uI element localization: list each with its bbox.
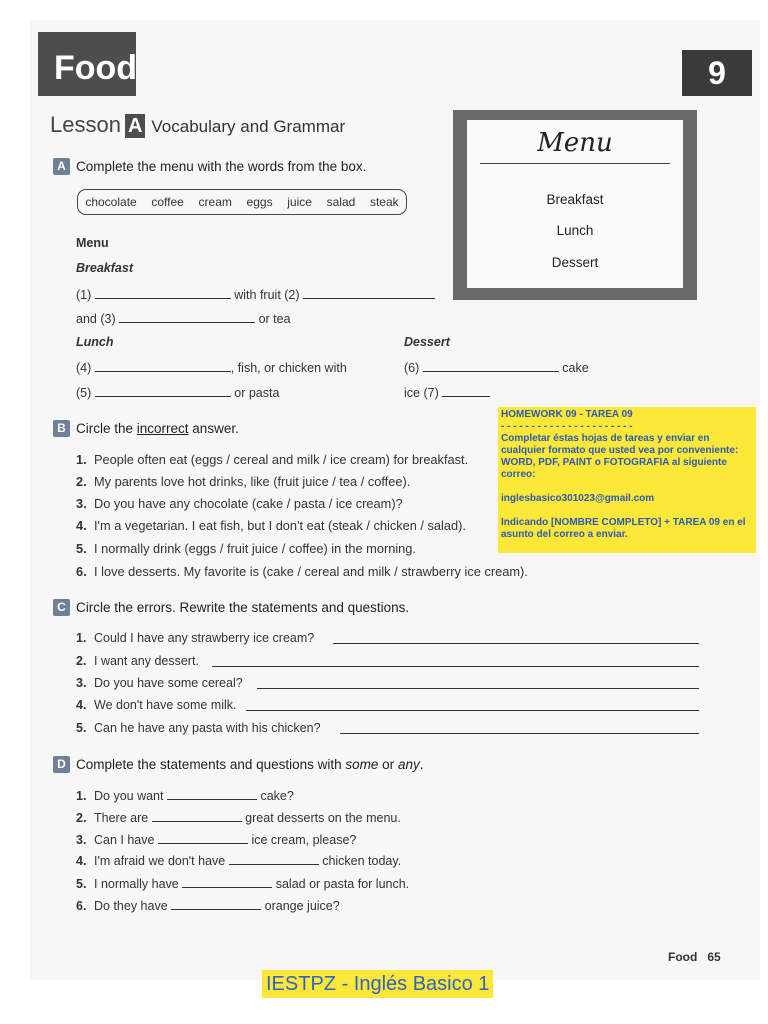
answer-blank[interactable]: [171, 898, 261, 910]
question-row: [76, 676, 243, 690]
breakfast-label: Breakfast: [76, 261, 133, 275]
answer-line[interactable]: [333, 643, 699, 644]
question-number: 4.: [76, 518, 87, 533]
question-text-start: There are: [94, 811, 149, 825]
lesson-subtitle: Vocabulary and Grammar: [151, 117, 346, 136]
lesson-letter-badge: A: [125, 114, 145, 138]
answer-blank[interactable]: [158, 832, 248, 844]
question-number: 2.: [76, 811, 87, 825]
question-number: 2.: [76, 654, 87, 668]
word-box-item: salad: [326, 195, 356, 209]
blank-3-number: and (3): [76, 312, 116, 326]
homework-title: HOMEWORK 09 - TAREA 09: [501, 409, 633, 420]
blank-line-3: [76, 311, 291, 326]
question-number: 3.: [76, 496, 87, 511]
question-number: 5.: [76, 721, 87, 735]
answer-blank[interactable]: [229, 853, 319, 865]
question-text-end: chicken today.: [322, 854, 402, 868]
blank-6-text: cake: [562, 361, 589, 375]
question-row: [76, 876, 409, 891]
question-row: [76, 541, 416, 556]
question-row: [76, 721, 321, 735]
question-text: My parents love hot drinks, like (fruit juice / tea / coffee).: [94, 474, 411, 489]
question-row: [76, 810, 401, 825]
question-number: 5.: [76, 877, 87, 891]
blank-6-number: (6): [404, 361, 420, 375]
section-a-instruction: Complete the menu with the words from the box.: [76, 159, 367, 174]
lunch-label: Lunch: [76, 335, 114, 349]
blank-5-text: or pasta: [234, 386, 280, 400]
answer-line[interactable]: [212, 666, 699, 667]
blank-6-field[interactable]: [423, 360, 559, 372]
question-text: I normally drink (eggs / fruit juice / coffee) in the morning.: [94, 541, 416, 556]
section-d-or: or: [378, 757, 398, 772]
unit-title-banner: [38, 32, 136, 96]
page-footer: [668, 950, 721, 964]
question-number: 2.: [76, 474, 87, 489]
blank-4-number: (4): [76, 361, 92, 375]
question-text-start: I normally have: [94, 877, 179, 891]
answer-blank[interactable]: [152, 810, 242, 822]
homework-spacer: [501, 481, 753, 493]
blank-line-4: [76, 360, 347, 375]
question-row: [76, 452, 468, 467]
dessert-label: Dessert: [404, 335, 450, 349]
question-text: I want any dessert.: [94, 654, 199, 668]
menu-card-item: Dessert: [551, 255, 599, 270]
question-text: People often eat (eggs / cereal and milk / ice cream) for breakfast.: [94, 452, 469, 467]
blank-3-field[interactable]: [119, 311, 255, 323]
word-box: [77, 189, 407, 215]
question-text-end: orange juice?: [264, 899, 340, 913]
word-box-item: juice: [287, 195, 312, 209]
blank-4-field[interactable]: [95, 360, 231, 372]
footer-section: Food: [668, 950, 698, 964]
question-number: 4.: [76, 698, 87, 712]
question-row: [76, 654, 199, 668]
blank-1-number: (1): [76, 288, 92, 302]
blank-2-field[interactable]: [303, 287, 435, 299]
section-d-some: some: [345, 757, 379, 772]
section-c-heading: [53, 599, 409, 616]
blank-line-5: [76, 385, 279, 400]
question-row: [76, 898, 340, 913]
question-text-start: I'm afraid we don't have: [94, 854, 226, 868]
question-text: Do you have any chocolate (cake / pasta / ice cream)?: [94, 496, 403, 511]
question-text-end: ice cream, please?: [251, 833, 357, 847]
section-c-instruction: Circle the errors. Rewrite the statements and questions.: [76, 600, 410, 615]
menu-card-divider: [480, 163, 670, 164]
blank-line-6: [404, 360, 589, 375]
question-text-end: cake?: [260, 789, 294, 803]
homework-divider: - - - - - - - - - - - - - - - - - - - - - -: [501, 421, 633, 432]
section-b-instruction-post: answer.: [188, 421, 239, 436]
homework-note: [498, 407, 756, 553]
word-box-item: cream: [198, 195, 232, 209]
section-d-heading: [53, 756, 423, 773]
blank-4-text: , fish, or chicken with: [230, 361, 347, 375]
section-d-any: any: [397, 757, 420, 772]
homework-email: inglesbasico301023@gmail.com: [501, 493, 655, 504]
question-text-start: Do they have: [94, 899, 168, 913]
word-box-item: eggs: [246, 195, 273, 209]
course-caption: IESTPZ - Inglés Basico 1: [262, 970, 493, 998]
word-box-item: steak: [369, 195, 399, 209]
question-number: 1.: [76, 452, 87, 467]
answer-blank[interactable]: [182, 876, 272, 888]
question-number: 6.: [76, 564, 87, 579]
section-c-letter: C: [53, 599, 70, 616]
question-text-end: salad or pasta for lunch.: [275, 877, 410, 891]
blank-1-field[interactable]: [95, 287, 231, 299]
blank-7-number: ice (7): [404, 386, 439, 400]
answer-line[interactable]: [340, 733, 699, 734]
menu-card-title: Menu: [537, 128, 613, 158]
answer-line[interactable]: [246, 710, 699, 711]
question-row: [76, 832, 356, 847]
question-row: [76, 698, 237, 712]
section-b-instruction-pre: Circle the: [76, 421, 137, 436]
question-text: Could I have any strawberry ice cream?: [94, 631, 315, 645]
homework-instruction: Indicando [NOMBRE COMPLETO] + TAREA 09 en el asunto del correo a enviar.: [501, 517, 749, 540]
unit-number-badge: 9: [682, 50, 752, 96]
section-b-heading: [53, 420, 239, 437]
question-number: 3.: [76, 833, 87, 847]
homework-spacer: [501, 505, 753, 517]
question-row: [76, 631, 314, 645]
question-text-start: Can I have: [94, 833, 155, 847]
blank-line-1: [76, 287, 435, 302]
homework-body: Completar éstas hojas de tareas y enviar en cualquier formato que usted vea por conveniente: WORD, PDF, PAINT o FOTOGRAFIA al siguiente correo:: [501, 433, 742, 480]
section-b-letter: B: [53, 420, 70, 437]
section-d-end: .: [419, 757, 424, 772]
section-a-letter: A: [53, 158, 70, 175]
question-number: 3.: [76, 676, 87, 690]
question-row: [76, 853, 401, 868]
section-d-instruction-pre: Complete the statements and questions with: [76, 757, 346, 772]
question-text: I love desserts. My favorite is (cake / cereal and milk / strawberry ice cream).: [94, 564, 528, 579]
question-text: Can he have any pasta with his chicken?: [94, 721, 321, 735]
lesson-word: Lesson: [50, 112, 121, 137]
blank-7-field[interactable]: [442, 385, 490, 397]
question-number: 1.: [76, 631, 87, 645]
menu-card-item: Breakfast: [546, 192, 604, 207]
question-row: [76, 788, 294, 803]
question-text: We don't have some milk.: [94, 698, 237, 712]
answer-line[interactable]: [257, 688, 699, 689]
blank-3-text: or tea: [258, 312, 291, 326]
question-row: [76, 518, 466, 533]
lesson-heading: [50, 112, 345, 138]
question-row: [76, 564, 528, 579]
question-number: 6.: [76, 899, 87, 913]
question-number: 5.: [76, 541, 87, 556]
answer-blank[interactable]: [167, 788, 257, 800]
question-number: 4.: [76, 854, 87, 868]
blank-1-text: with fruit (2): [234, 288, 300, 302]
question-text-start: Do you want: [94, 789, 164, 803]
page-number: 65: [707, 950, 721, 964]
blank-5-field[interactable]: [95, 385, 231, 397]
question-text: I'm a vegetarian. I eat fish, but I don't eat (steak / chicken / salad).: [94, 518, 466, 533]
question-row: [76, 496, 403, 511]
blank-line-7: [404, 385, 490, 400]
word-box-item: coffee: [151, 195, 184, 209]
blank-5-number: (5): [76, 386, 92, 400]
word-box-item: chocolate: [85, 195, 137, 209]
section-b-instruction-emphasis: incorrect: [136, 421, 189, 436]
question-row: [76, 474, 410, 489]
section-a-heading: [53, 158, 366, 175]
question-number: 1.: [76, 789, 87, 803]
unit-title: Food: [54, 49, 138, 87]
menu-card-item: Lunch: [556, 223, 594, 238]
question-text-end: great desserts on the menu.: [245, 811, 401, 825]
question-text: Do you have some cereal?: [94, 676, 243, 690]
section-d-letter: D: [53, 756, 70, 773]
menu-heading: Menu: [76, 236, 109, 250]
